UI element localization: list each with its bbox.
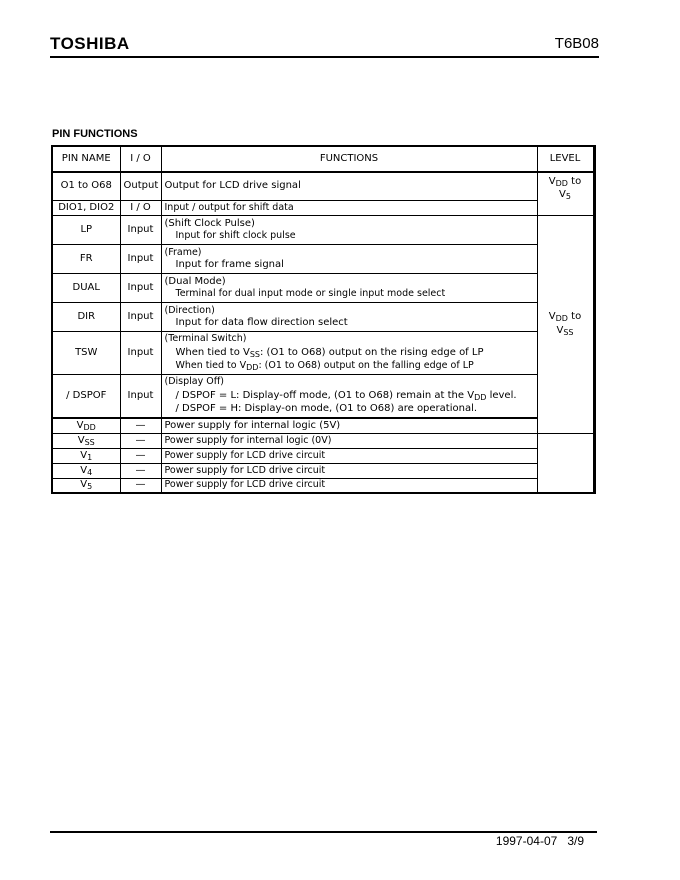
pin-function: Power supply for LCD drive circuit — [161, 478, 537, 493]
pin-io: Output — [120, 172, 161, 200]
table-row-tsw — [52, 331, 595, 374]
pin-function: Output for LCD drive signal — [161, 172, 537, 200]
pin-io: — — [120, 478, 161, 493]
col-pin-name: PIN NAME — [52, 146, 120, 172]
page-header — [50, 34, 599, 58]
pin-function: Input / output for shift data — [161, 200, 537, 215]
page-footer — [496, 834, 584, 848]
footer-date: 1997-04-07 — [495, 834, 558, 848]
pin-io: — — [120, 448, 161, 463]
footer-page: 3/9 — [567, 834, 584, 848]
toshiba-logo: TOSHIBA — [50, 34, 130, 53]
table-row-lp — [52, 215, 595, 244]
table-row-vdd — [52, 418, 595, 433]
pin-function: (Dual Mode) Terminal for dual input mode or single input mode select — [161, 273, 537, 302]
pin-function: (Direction) Input for data flow direction select — [161, 302, 537, 331]
section-title: PIN FUNCTIONS — [52, 128, 138, 140]
pin-io: Input — [120, 302, 161, 331]
col-functions: FUNCTIONS — [161, 146, 537, 172]
pin-name: $V_{SS}$ — [52, 433, 120, 448]
pin-function: Power supply for internal logic (5V) — [161, 418, 537, 433]
pin-name: DIO1, DIO2 — [52, 200, 120, 215]
pin-io: Input — [120, 244, 161, 273]
part-number: T6B08 — [554, 35, 599, 52]
table-row-dio — [52, 200, 595, 215]
level-power — [593, 418, 595, 493]
pin-function: (Terminal Switch) When tied to $V_{SS}$: (O1 to O68) output on the rising edge of LP When tied to $V_{DD}$: (O1 to O68) output on the falling edge of LP — [161, 331, 537, 374]
pin-name: $V_{DD}$ — [52, 418, 120, 433]
pin-io: Input — [120, 331, 161, 374]
footer-divider — [50, 831, 597, 833]
pin-io: — — [120, 433, 161, 448]
pin-function: Power supply for LCD drive circuit — [161, 463, 537, 478]
pin-io: Input — [120, 273, 161, 302]
col-io: I / O — [120, 146, 161, 172]
table-row-dspof — [52, 374, 595, 418]
pin-name: O1 to O68 — [52, 172, 120, 200]
col-level: LEVEL — [537, 146, 593, 172]
pin-function: Power supply for LCD drive circuit — [161, 448, 537, 463]
pin-function: (Display Off) / DSPOF = L: Display-off mode, (O1 to O68) remain at the $V_{DD}$ level. / DSPOF = H: Display-on mode, (O1 to O68) are operational. — [161, 374, 537, 418]
table-header-row — [52, 146, 595, 172]
pin-function: (Shift Clock Pulse) Input for shift clock pulse — [161, 215, 537, 244]
table-row-v1 — [52, 448, 595, 463]
pin-name: LP — [52, 215, 120, 244]
pin-name: $V_1$ — [52, 448, 120, 463]
pin-name: / DSPOF — [52, 374, 120, 418]
table-row-vss — [52, 433, 595, 448]
table-row-v5 — [52, 478, 595, 493]
table-row-o1 — [52, 172, 595, 200]
level-group: $V_{DD}$ to $V_{SS}$ — [537, 215, 593, 433]
pin-function: Power supply for internal logic (0V) — [161, 433, 537, 448]
pin-name: TSW — [52, 331, 120, 374]
pin-functions-table — [51, 145, 596, 494]
table-row-v4 — [52, 463, 595, 478]
pin-name: $V_4$ — [52, 463, 120, 478]
pin-name: DUAL — [52, 273, 120, 302]
level-o1: $V_{DD}$ to $V_5$ — [537, 172, 593, 215]
pin-name: $V_5$ — [52, 478, 120, 493]
pin-name: FR — [52, 244, 120, 273]
pin-name: DIR — [52, 302, 120, 331]
pin-function: (Frame) Input for frame signal — [161, 244, 537, 273]
table-row-dual — [52, 273, 595, 302]
pin-io: Input — [120, 374, 161, 418]
table-row-dir — [52, 302, 595, 331]
pin-io: — — [120, 463, 161, 478]
table-row-fr — [52, 244, 595, 273]
pin-io: — — [120, 418, 161, 433]
pin-io: Input — [120, 215, 161, 244]
pin-io: I / O — [120, 200, 161, 215]
